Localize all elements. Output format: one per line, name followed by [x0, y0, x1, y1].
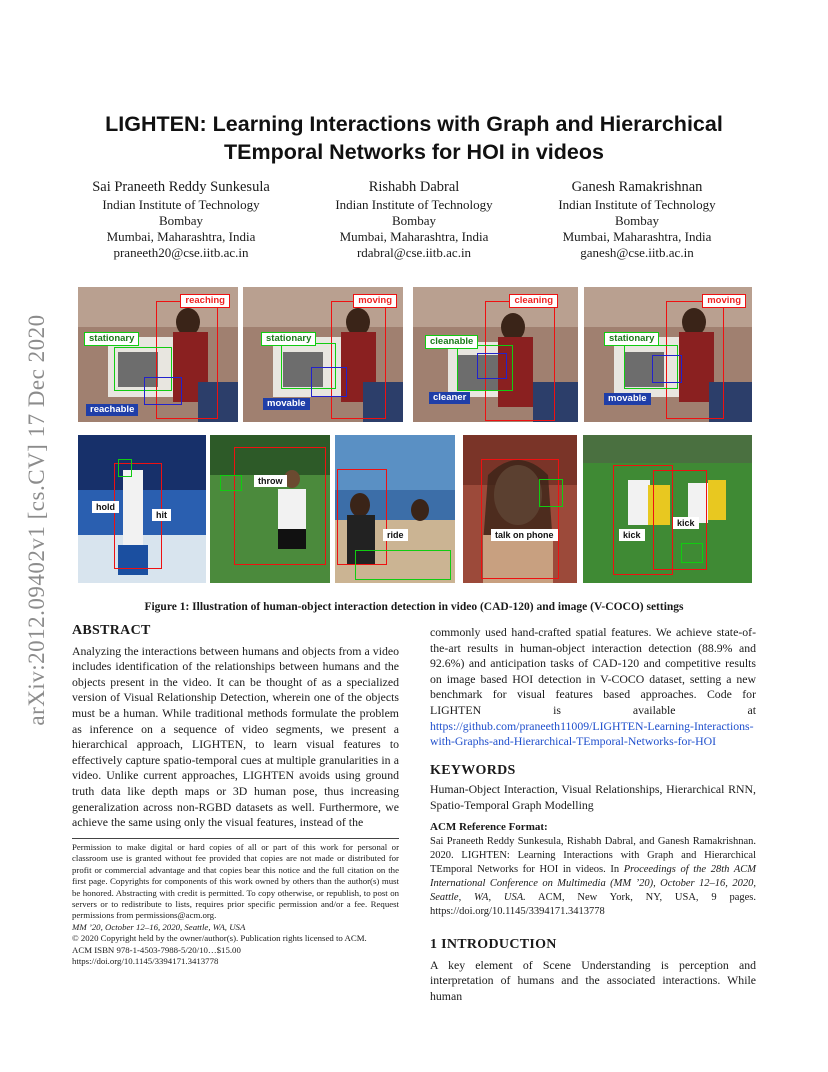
interaction-label-kick-2: kick: [619, 529, 645, 541]
human-label: reaching: [180, 294, 230, 308]
video-frame-3: [413, 287, 578, 422]
abstract-continued-text: commonly used hand-crafted spatial features. We achieve state-of-the-art results in human-object interaction detection (88.9% and 92.6%) and anticipation tasks of CAD-120 and competitive results on image based HOI detection in V-COCO dataset, setting a new benchmark for visual features based approaches. Code for LIGHTEN is available at: [430, 625, 756, 717]
author-institution: Indian Institute of Technology: [558, 197, 716, 212]
introduction-body: A key element of Scene Understanding is perception and interpretation of humans and the associated interactions. While human: [430, 957, 756, 1003]
title-line-1: LIGHTEN: Learning Interactions with Graph and Hierarchical: [105, 112, 723, 136]
abstract-heading: ABSTRACT: [72, 623, 151, 638]
figure-caption: Figure 1: Illustration of human-object interaction detection in video (CAD-120) and image (V-COCO) settings: [144, 601, 684, 613]
author-3: [521, 178, 753, 261]
author-institution-city: Bombay: [158, 213, 204, 228]
isbn-line: ACM ISBN 978-1-4503-7988-5/20/10…$15.00: [72, 944, 241, 955]
author-email: ganesh@cse.iitb.ac.in: [580, 245, 694, 260]
vcoco-image-frisbee: [210, 435, 330, 583]
author-name: Ganesh Ramakrishnan: [571, 179, 703, 195]
object-box: [355, 550, 451, 580]
author-institution-city: Bombay: [391, 213, 437, 228]
author-email: praneeth20@cse.iitb.ac.in: [113, 245, 249, 260]
author-location: Mumbai, Maharashtra, India: [562, 229, 712, 244]
object-box: [681, 543, 703, 563]
acm-reference-heading: ACM Reference Format:: [430, 820, 548, 833]
object2-label: reachable: [86, 404, 138, 416]
interaction-label-hold: hold: [92, 501, 119, 513]
acm-reference-venue: Proceedings of the 28th ACM International Conference on Multimedia (MM ’20), October 12–16, 2020, Seattle, WA, USA.: [430, 864, 756, 904]
permission-text: Permission to make digital or hard copies of all or part of this work for personal or classroom use is granted without fee provided that copies are not made or distributed for profit or commercial advantage and that copies bear this notice and the full citation on the first page. Copyrights for components of this work owned by others than the author(s) must be honored. Abstracting with credit is permitted. To copy otherwise, or republish, to post on servers or to redistribute to lists, requires prior specific permission and/or a fee. Request permissions from permissions@acm.org.: [72, 842, 399, 921]
object2-box: [477, 353, 507, 379]
author-2: [298, 178, 530, 261]
video-frame-1: [78, 287, 238, 422]
object2-box: [311, 367, 347, 397]
figure-1: [78, 287, 752, 583]
object2-box: [144, 377, 182, 405]
keywords-body: Human-Object Interaction, Visual Relationships, Hierarchical RNN, Spatio-Temporal Graph Modelling: [430, 782, 756, 812]
title-line-2: TEmporal Networks for HOI in videos: [224, 140, 604, 164]
copyright-line: © 2020 Copyright held by the owner/author(s). Publication rights licensed to ACM.: [72, 933, 367, 944]
object2-label: movable: [604, 393, 651, 405]
author-location: Mumbai, Maharashtra, India: [106, 229, 256, 244]
human-label: moving: [702, 294, 746, 308]
object2-label: movable: [263, 398, 310, 410]
conference-line: MM ’20, October 12–16, 2020, Seattle, WA, USA: [72, 921, 246, 932]
interaction-label-hit: hit: [152, 509, 171, 521]
acm-reference-tail: ACM, New York, NY, USA, 9 pages. https://doi.org/10.1145/3394171.3413778: [430, 892, 756, 918]
object-box: [220, 475, 242, 491]
author-name: Sai Praneeth Reddy Sunkesula: [92, 179, 270, 195]
permission-notice: [72, 838, 399, 967]
human-box: [234, 447, 326, 565]
author-email: rdabral@cse.iitb.ac.in: [356, 245, 472, 260]
interaction-label-ride: ride: [383, 529, 408, 541]
paper-title: [60, 110, 768, 166]
author-institution-city: Bombay: [614, 213, 660, 228]
author-institution: Indian Institute of Technology: [102, 197, 260, 212]
author-name: Rishabh Dabral: [368, 179, 460, 195]
abstract-continued: [430, 625, 756, 750]
human-label: moving: [353, 294, 397, 308]
human-box: [481, 459, 559, 579]
right-column: [430, 625, 756, 1005]
vcoco-image-tennis: [78, 435, 206, 583]
arxiv-identifier: arXiv:2012.09402v1 [cs.CV] 17 Dec 2020: [24, 314, 49, 726]
interaction-label-talk-on-phone: talk on phone: [491, 529, 558, 541]
object2-label: cleaner: [429, 392, 470, 404]
object-label: stationary: [261, 332, 316, 346]
object-label: stationary: [604, 332, 659, 346]
vcoco-image-phone: [463, 435, 577, 583]
human-label: cleaning: [509, 294, 558, 308]
vcoco-image-beach: [335, 435, 455, 583]
acm-reference-authors: Sai Praneeth Reddy Sunkesula, Rishabh Dabral, and Ganesh Ramakrishnan. 2020. LIGHTEN: Learning Interactions with Graph and Hierarchical TEmporal Networks for HOI in videos. In: [430, 836, 756, 876]
object-box: [539, 479, 563, 507]
human-box: [331, 301, 386, 419]
object-label: stationary: [84, 332, 139, 346]
author-1: [65, 178, 297, 261]
object-label: cleanable: [425, 335, 478, 349]
introduction-heading: 1 INTRODUCTION: [430, 937, 557, 953]
code-link[interactable]: https://github.com/praneeth11009/LIGHTEN-Learning-Interactions-with-Graphs-and-Hierarchical-TEmporal-Networks-for-HOI: [430, 718, 754, 749]
vcoco-image-soccer: [583, 435, 752, 583]
object-box: [118, 459, 132, 477]
interaction-label-kick-1: kick: [673, 517, 699, 529]
object2-box: [652, 355, 682, 383]
author-location: Mumbai, Maharashtra, India: [339, 229, 489, 244]
keywords-heading: KEYWORDS: [430, 762, 516, 778]
abstract-body: Analyzing the interactions between humans and objects from a video includes identification of the relationships between humans and the objects present in the video. It can be thought of as a specialized version of Visual Relationship Detection, wherein one of the objects must be a human. While traditional methods formulate the problem as inference on a sequence of video segments, we present a hierarchical approach, LIGHTEN, to learn visual features to effectively capture spatio-temporal cues at multiple granularities in a video. Unlike current approaches, LIGHTEN avoids using ground truth data like depth maps or 3D human pose, thus increasing generalization across non-RGBD datasets as well. Furthermore, we achieve the same using only the visual features, instead of the: [72, 643, 399, 830]
video-frame-4: [584, 287, 752, 422]
interaction-label-throw: throw: [254, 475, 287, 487]
author-institution: Indian Institute of Technology: [335, 197, 493, 212]
video-frame-2: [243, 287, 403, 422]
doi-line: https://doi.org/10.1145/3394171.3413778: [72, 956, 219, 967]
abstract-section: [72, 623, 399, 831]
acm-reference-body: [430, 835, 756, 919]
